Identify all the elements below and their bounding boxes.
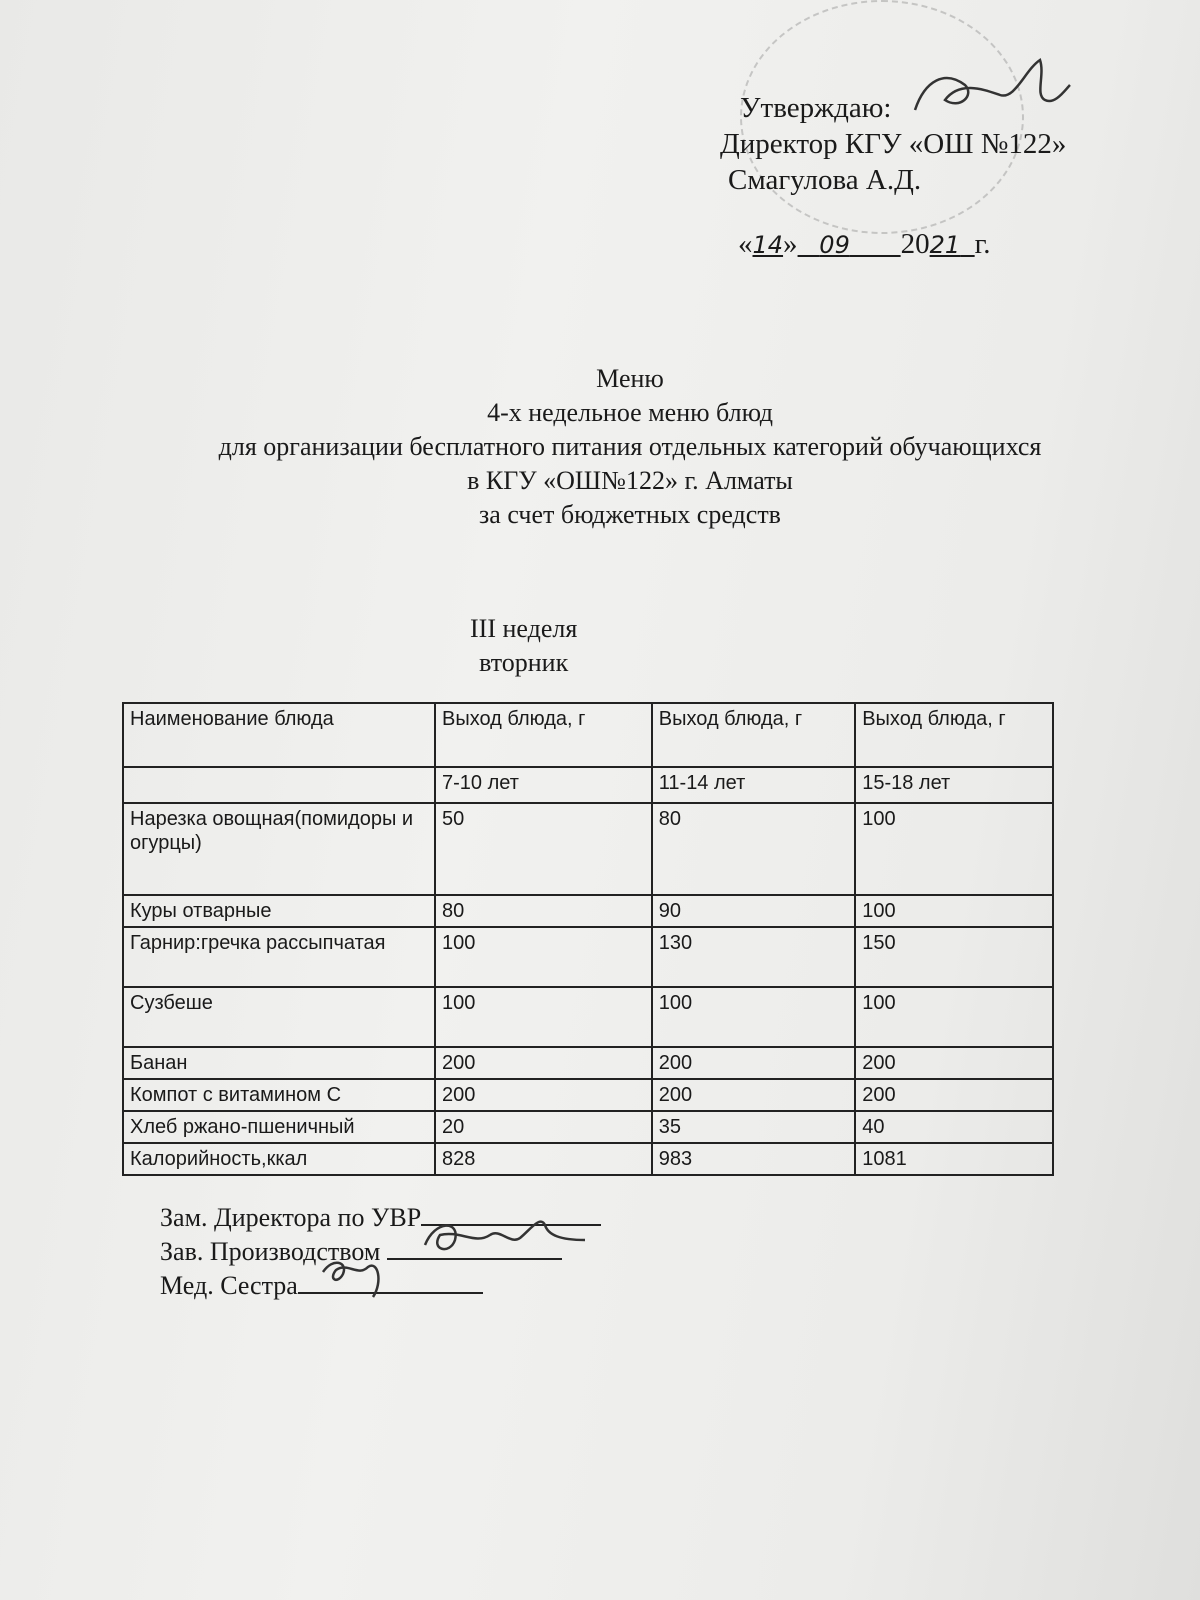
date-month: 09 bbox=[819, 231, 850, 259]
yield-value: 200 bbox=[652, 1047, 855, 1079]
header-yield-15-18: Выход блюда, г bbox=[855, 703, 1053, 767]
week-label: III неделя bbox=[470, 614, 578, 643]
title-main: Меню bbox=[596, 364, 664, 393]
yield-value: 90 bbox=[652, 895, 855, 927]
date-year: 21 bbox=[929, 231, 961, 259]
date-day: 14 bbox=[752, 231, 784, 259]
director-signature bbox=[905, 40, 1075, 130]
calorie-value: 1081 bbox=[855, 1143, 1053, 1175]
yield-value: 20 bbox=[435, 1111, 652, 1143]
yield-value: 200 bbox=[855, 1079, 1053, 1111]
yield-value: 50 bbox=[435, 803, 652, 895]
yield-value: 100 bbox=[855, 895, 1053, 927]
calorie-label: Калорийность,ккал bbox=[123, 1143, 435, 1175]
table-row bbox=[123, 927, 1053, 987]
title-subtitle: 4-х недельное меню блюд bbox=[487, 398, 773, 427]
yield-value: 100 bbox=[435, 987, 652, 1047]
menu-table bbox=[122, 702, 1054, 1176]
table-row bbox=[123, 803, 1053, 895]
signoff-nurse: Мед. Сестра bbox=[160, 1268, 601, 1302]
table-row bbox=[123, 1111, 1053, 1143]
yield-value: 100 bbox=[652, 987, 855, 1047]
calorie-value: 828 bbox=[435, 1143, 652, 1175]
yield-value: 200 bbox=[855, 1047, 1053, 1079]
yield-value: 100 bbox=[855, 987, 1053, 1047]
week-info bbox=[470, 612, 577, 680]
dish-name: Компот с витамином С bbox=[123, 1079, 435, 1111]
menu-title bbox=[100, 362, 1160, 532]
nurse-signature bbox=[318, 1252, 398, 1302]
dish-name: Куры отварные bbox=[123, 895, 435, 927]
dish-name: Хлеб ржано-пшеничный bbox=[123, 1111, 435, 1143]
yield-value: 200 bbox=[435, 1047, 652, 1079]
yield-value: 100 bbox=[435, 927, 652, 987]
approval-heading: Утверждаю: bbox=[740, 92, 892, 124]
table-row bbox=[123, 1143, 1053, 1175]
table-row bbox=[123, 1047, 1053, 1079]
header-yield-7-10: Выход блюда, г bbox=[435, 703, 652, 767]
dish-name: Сузбеше bbox=[123, 987, 435, 1047]
age-group-7-10: 7-10 лет bbox=[435, 767, 652, 803]
dish-name: Банан bbox=[123, 1047, 435, 1079]
header-dish-name: Наименование блюда bbox=[123, 703, 435, 767]
title-purpose: для организации бесплатного питания отдельных категорий обучающихся bbox=[218, 432, 1042, 461]
production-signature bbox=[420, 1210, 590, 1260]
age-group-15-18: 15-18 лет bbox=[855, 767, 1053, 803]
yield-value: 80 bbox=[652, 803, 855, 895]
table-header-row bbox=[123, 703, 1053, 767]
signoff-production: Зав. Производством bbox=[160, 1234, 601, 1268]
yield-value: 35 bbox=[652, 1111, 855, 1143]
yield-value: 150 bbox=[855, 927, 1053, 987]
week-day: вторник bbox=[479, 648, 569, 677]
yield-value: 100 bbox=[855, 803, 1053, 895]
table-row bbox=[123, 895, 1053, 927]
title-school: в КГУ «ОШ№122» г. Алматы bbox=[467, 466, 793, 495]
table-row bbox=[123, 1079, 1053, 1111]
calorie-value: 983 bbox=[652, 1143, 855, 1175]
yield-value: 130 bbox=[652, 927, 855, 987]
signoff-deputy: Зам. Директора по УВР bbox=[160, 1200, 601, 1234]
yield-value: 200 bbox=[435, 1079, 652, 1111]
age-group-row bbox=[123, 767, 1053, 803]
age-group-empty bbox=[123, 767, 435, 803]
table-row bbox=[123, 987, 1053, 1047]
header-yield-11-14: Выход блюда, г bbox=[652, 703, 855, 767]
dish-name: Гарнир:гречка рассыпчатая bbox=[123, 927, 435, 987]
approval-name: Смагулова А.Д. bbox=[728, 164, 922, 196]
approval-position: Директор КГУ «ОШ №122» bbox=[720, 128, 1067, 160]
yield-value: 200 bbox=[652, 1079, 855, 1111]
approval-date: «14» 09 2021 г. bbox=[738, 228, 991, 260]
dish-name: Нарезка овощная(помидоры и огурцы) bbox=[123, 803, 435, 895]
age-group-11-14: 11-14 лет bbox=[652, 767, 855, 803]
title-funding: за счет бюджетных средств bbox=[479, 500, 781, 529]
yield-value: 40 bbox=[855, 1111, 1053, 1143]
yield-value: 80 bbox=[435, 895, 652, 927]
